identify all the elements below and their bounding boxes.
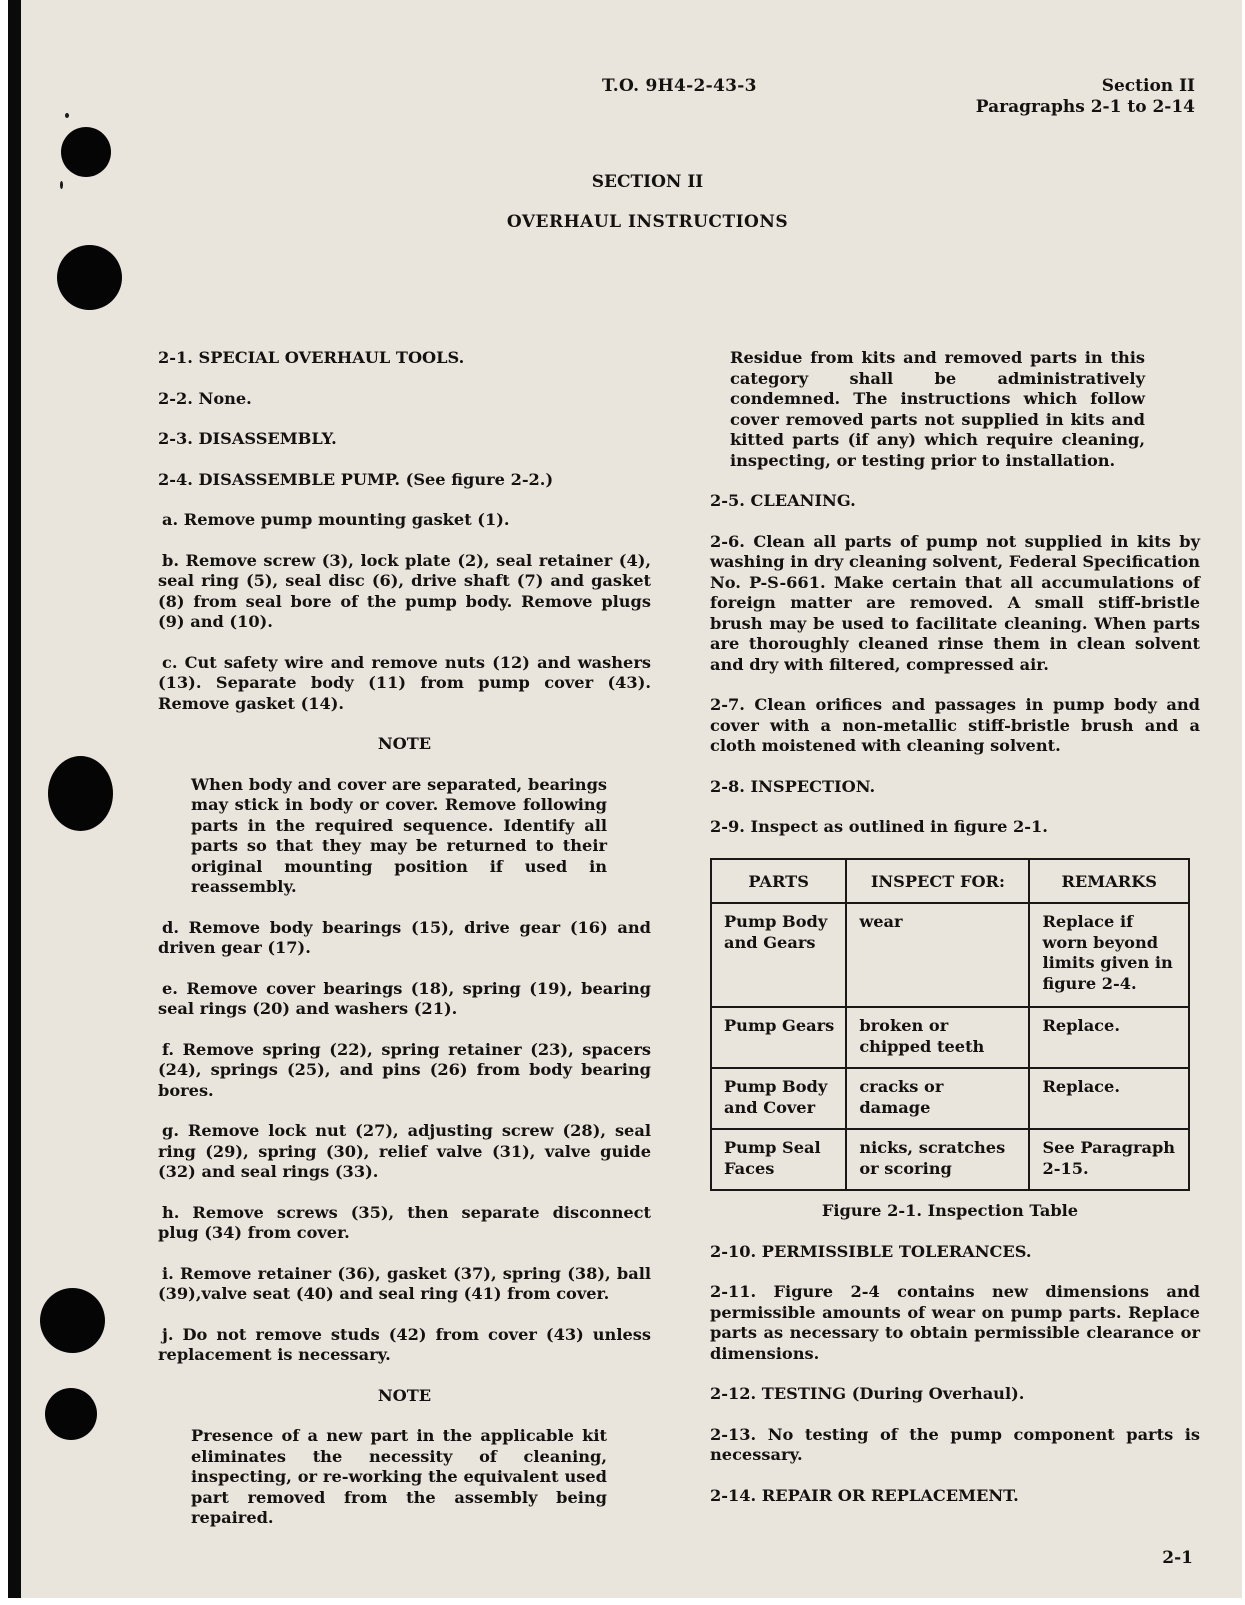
binder-hole [45,1388,97,1440]
cell-part: Pump Gears [711,1007,846,1068]
table-row [711,1007,1189,1068]
step-e: e. Remove cover bearings (18), spring (19), bearing seal rings (20) and washers (21). [158,978,651,1018]
cell-part: Pump Body and Gears [711,903,846,1007]
step-c: c. Cut safety wire and remove nuts (12) and washers (13). Separate body (11) from pump cover (43). Remove gasket (14). [158,652,651,713]
page-number: 2-1 [1162,1548,1193,1568]
running-header [976,76,1195,118]
column-header: PARTS [711,859,846,904]
cell-part: Pump Seal Faces [711,1129,846,1190]
binder-hole [40,1288,105,1353]
scan-speck [65,113,69,118]
doc-number: T.O. 9H4-2-43-3 [602,76,757,96]
para-2-7: 2-7. Clean orifices and passages in pump body and cover with a non-metallic stiff-bristle brush and a cloth moistened with cleaning solvent. [710,695,1200,755]
cell-remarks: Replace if worn beyond limits given in figure 2-4. [1029,903,1189,1007]
right-column [710,348,1200,1526]
cell-inspect: cracks or damage [846,1068,1029,1129]
para-2-2: 2-2. None. [158,388,252,408]
column-header: INSPECT FOR: [846,859,1029,904]
para-2-4: 2-4. DISASSEMBLE PUMP. (See figure 2-2.) [158,469,554,489]
inspection-table [710,858,1190,1192]
cell-inspect: nicks, scratches or scoring [846,1129,1029,1190]
note-body-continued: Residue from kits and removed parts in this category shall be administratively condemned. The instructions which follow cover removed parts not supplied in kits and kitted parts (if any) which require cleaning, inspecting, or testing prior to installation. [730,348,1145,470]
step-j: j. Do not remove studs (42) from cover (43) unless replacement is necessary. [158,1324,651,1364]
step-b: b. Remove screw (3), lock plate (2), seal retainer (4), seal ring (5), seal disc (6), drive shaft (7) and gasket (8) from seal bore of the pump body. Remove plugs (9) and (10). [158,550,651,631]
table-caption: Figure 2-1. Inspection Table [821,1201,1079,1220]
para-2-11: 2-11. Figure 2-4 contains new dimensions and permissible amounts of wear on pump parts. Replace parts as necessary to obtain permissible clearance or dimensions. [710,1282,1200,1363]
scan-edge [8,0,21,1598]
para-2-5: 2-5. CLEANING. [710,491,856,510]
column-header: REMARKS [1029,859,1189,904]
step-d: d. Remove body bearings (15), drive gear (16) and driven gear (17). [158,917,651,957]
note-heading: NOTE [377,1385,432,1405]
para-2-13: 2-13. No testing of the pump component parts is necessary. [710,1424,1200,1464]
section-label: Section II [1101,76,1195,96]
step-a: a. Remove pump mounting gasket (1). [162,510,510,529]
para-2-1: 2-1. SPECIAL OVERHAUL TOOLS. [158,348,465,367]
para-2-6: 2-6. Clean all parts of pump not supplied in kits by washing in dry cleaning solvent, Federal Specification No. P-S-661. Make certain that all accumulations of foreign matter are removed. A small stiff-bristle brush may be used to facilitate cleaning. When parts are thoroughly cleaned rinse them in clean solvent and dry with filtered, compressed air. [710,531,1200,674]
paragraph-range: Paragraphs 2-1 to 2-14 [975,97,1195,117]
cell-remarks: Replace. [1029,1068,1189,1129]
step-h: h. Remove screws (35), then separate disconnect plug (34) from cover. [158,1202,651,1242]
para-2-9: 2-9. Inspect as outlined in figure 2-1. [710,817,1048,836]
para-2-14: 2-14. REPAIR OR REPLACEMENT. [710,1485,1019,1505]
cell-part: Pump Body and Cover [711,1068,846,1129]
cell-remarks: Replace. [1029,1007,1189,1068]
section-title: SECTION II [591,172,704,192]
para-2-12: 2-12. TESTING (During Overhaul). [710,1384,1025,1403]
para-2-8: 2-8. INSPECTION. [710,776,876,796]
binder-hole [57,245,122,310]
note-heading: NOTE [377,734,432,753]
note-body: When body and cover are separated, bearings may stick in body or cover. Remove following parts in the required sequence. Identify all parts so that they may be returned to their original mounting position if used in reassembly. [191,774,607,896]
binder-hole [48,756,113,831]
table-header-row [711,859,1189,904]
binder-hole [61,127,111,177]
cell-remarks: See Paragraph 2-15. [1029,1129,1189,1190]
table-row [711,1129,1189,1190]
section-subtitle: OVERHAUL INSTRUCTIONS [506,212,789,232]
table-row [711,903,1189,1007]
note-body: Presence of a new part in the applicable kit eliminates the necessity of cleaning, inspecting, or re-working the equivalent used part removed from the assembly being repaired. [191,1426,607,1527]
cell-inspect: broken or chipped teeth [846,1007,1029,1068]
step-i: i. Remove retainer (36), gasket (37), spring (38), ball (39),valve seat (40) and seal ring (41) from cover. [158,1263,651,1303]
cell-inspect: wear [846,903,1029,1007]
step-f: f. Remove spring (22), spring retainer (23), spacers (24), springs (25), and pins (26) from body bearing bores. [158,1039,651,1100]
para-2-3: 2-3. DISASSEMBLY. [158,429,337,448]
left-column [158,348,651,1549]
para-2-10: 2-10. PERMISSIBLE TOLERANCES. [710,1241,1032,1261]
step-g: g. Remove lock nut (27), adjusting screw (28), seal ring (29), spring (30), relief valve (31), valve guide (32) and seal rings (33). [158,1121,651,1181]
table-row [711,1068,1189,1129]
